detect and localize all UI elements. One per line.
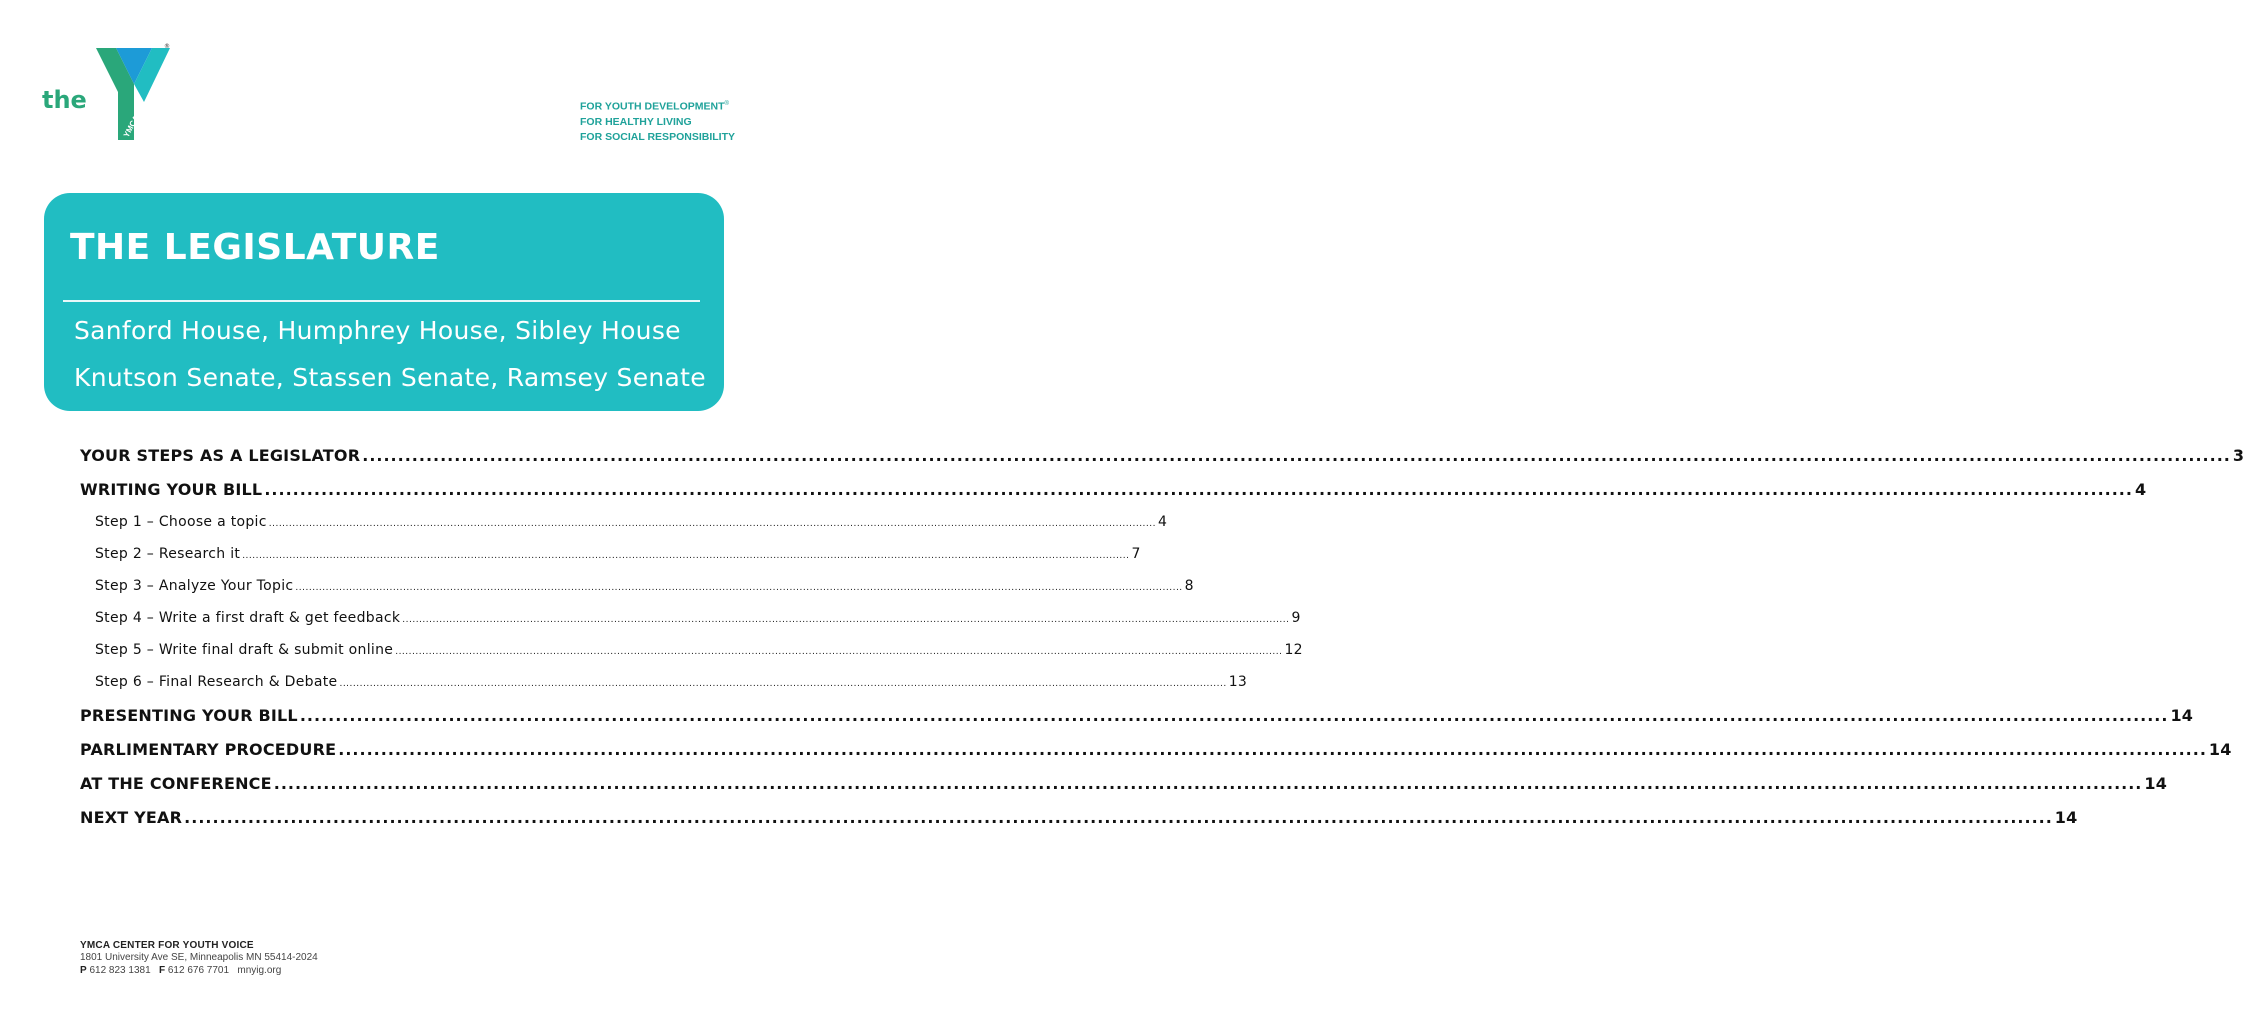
toc-entry-page-number: 9 bbox=[1291, 610, 1301, 626]
footer-address: 1801 University Ave SE, Minneapolis MN 55414-2024 bbox=[80, 952, 318, 963]
toc-entry-page-number: 13 bbox=[1228, 674, 1248, 690]
toc-entry-label: PRESENTING YOUR BILL bbox=[80, 706, 298, 725]
toc-entry-page-number: 4 bbox=[1158, 514, 1168, 530]
footer-phone: 612 823 1381 bbox=[89, 965, 151, 976]
banner-senates: Knutson Senate, Stassen Senate, Ramsey Senate bbox=[74, 363, 706, 392]
footer-fax: 612 676 7701 bbox=[167, 965, 230, 976]
toc-dot-leader bbox=[264, 480, 2133, 499]
toc-entry-page-number: 14 bbox=[2170, 706, 2194, 725]
logo-ymca-text: YMCA bbox=[121, 113, 141, 139]
toc-entry[interactable] bbox=[80, 546, 1141, 578]
toc-entry-page-number: 14 bbox=[2144, 774, 2168, 793]
toc-entry-page-number: 8 bbox=[1184, 578, 1194, 594]
toc-entry[interactable] bbox=[80, 808, 2078, 842]
toc-entry[interactable] bbox=[80, 706, 2194, 740]
footer-phone-label: P bbox=[80, 965, 87, 976]
tagline-line-1-text: FOR YOUTH DEVELOPMENT bbox=[580, 100, 725, 113]
tagline bbox=[580, 97, 735, 145]
banner-houses: Sanford House, Humphrey House, Sibley House bbox=[74, 316, 681, 345]
banner-divider bbox=[63, 300, 700, 302]
toc-dot-leader bbox=[300, 706, 2169, 725]
toc-entry[interactable] bbox=[80, 740, 2232, 774]
toc-dot-leader bbox=[339, 679, 1226, 689]
toc-entry[interactable] bbox=[80, 642, 1303, 674]
toc-entry-label: Step 2 – Research it bbox=[95, 546, 241, 562]
ymca-logo bbox=[40, 44, 170, 154]
toc-dot-leader bbox=[338, 740, 2207, 759]
toc-entry-label: AT THE CONFERENCE bbox=[80, 774, 272, 793]
toc-entry-label: Step 1 – Choose a topic bbox=[95, 514, 267, 530]
toc-entry-label: Step 4 – Write a first draft & get feedback bbox=[95, 610, 401, 626]
footer-org-name: YMCA CENTER FOR YOUTH VOICE bbox=[80, 940, 254, 951]
toc-entry[interactable] bbox=[80, 480, 2147, 514]
footer-fax-label: F bbox=[158, 965, 166, 976]
toc-entry-label: Step 5 – Write final draft & submit online bbox=[95, 642, 394, 658]
tagline-line-1 bbox=[580, 97, 735, 115]
footer bbox=[80, 940, 318, 977]
toc-entry-label: PARLIMENTARY PROCEDURE bbox=[80, 740, 337, 759]
toc-entry-page-number: 14 bbox=[2054, 808, 2078, 827]
toc-dot-leader bbox=[274, 774, 2143, 793]
logo-the-text: the bbox=[42, 86, 87, 114]
toc-entry[interactable] bbox=[80, 774, 2168, 808]
toc-entry-page-number: 12 bbox=[1284, 642, 1303, 658]
toc-entry[interactable] bbox=[80, 610, 1301, 642]
toc-dot-leader bbox=[269, 519, 1156, 529]
toc-entry-label: Step 3 – Analyze Your Topic bbox=[95, 578, 294, 594]
toc-entry-page-number: 3 bbox=[2232, 446, 2244, 465]
toc-entry[interactable] bbox=[80, 578, 1194, 610]
tagline-registered-mark: ® bbox=[724, 101, 729, 107]
toc-dot-leader bbox=[395, 647, 1282, 657]
toc-entry-label: WRITING YOUR BILL bbox=[80, 480, 263, 499]
toc-entry-label: YOUR STEPS AS A LEGISLATOR bbox=[80, 446, 361, 465]
toc-entry-page-number: 4 bbox=[2134, 480, 2147, 499]
tagline-line-3: FOR SOCIAL RESPONSIBILITY bbox=[580, 130, 735, 143]
toc-entry[interactable] bbox=[80, 446, 2244, 480]
document-title: THE LEGISLATURE bbox=[70, 227, 440, 268]
toc-entry[interactable] bbox=[80, 514, 1168, 546]
toc-entry-page-number: 7 bbox=[1131, 546, 1141, 562]
toc-dot-leader bbox=[402, 615, 1289, 625]
toc-dot-leader bbox=[362, 446, 2231, 465]
toc-dot-leader bbox=[242, 551, 1129, 561]
title-banner bbox=[44, 193, 724, 411]
logo-ymca-wordmark bbox=[121, 112, 152, 142]
toc-entry[interactable] bbox=[80, 674, 1248, 706]
toc-entry-label: Step 6 – Final Research & Debate bbox=[95, 674, 338, 690]
toc-entry-page-number: 14 bbox=[2208, 740, 2232, 759]
toc-entry-label: NEXT YEAR bbox=[80, 808, 183, 827]
logo-registered-mark: ® bbox=[164, 43, 170, 50]
footer-website[interactable]: mnyig.org bbox=[237, 965, 282, 976]
toc-dot-leader bbox=[295, 583, 1182, 593]
tagline-line-2: FOR HEALTHY LIVING bbox=[580, 115, 692, 128]
table-of-contents bbox=[80, 446, 2244, 842]
footer-contact bbox=[80, 964, 318, 977]
toc-dot-leader bbox=[184, 808, 2053, 827]
